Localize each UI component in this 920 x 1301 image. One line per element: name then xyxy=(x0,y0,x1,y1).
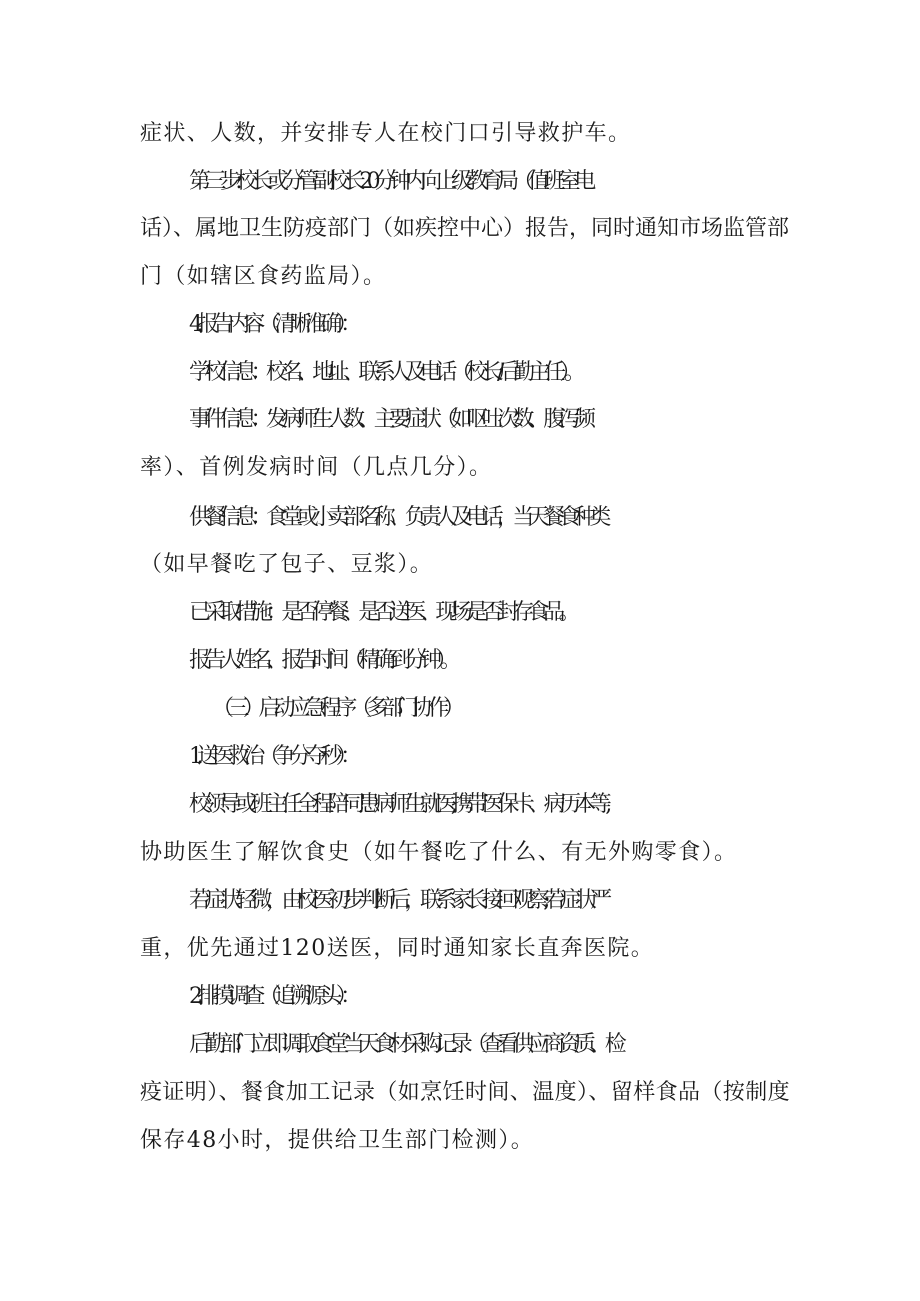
text-line-20: 后勤部门立即调取食堂当天食材采购记录（查看供应商资质、检 xyxy=(189,1032,621,1057)
text-line-11: 已采取措施：是否停餐、是否送医、现场是否封存食品。 xyxy=(189,600,575,625)
text-line-7: 事件信息：发病师生人数、主要症状（如呕吐次数、腹泻频 xyxy=(189,407,590,432)
text-line-6: 学校信息：校名、地址、联系人及电话（校长/后勤主任）。 xyxy=(189,360,580,385)
text-line-18: 重，优先通过120送医，同时通知家长直奔医院。 xyxy=(140,936,655,961)
text-line-15: 校领导或班主任全程陪同患病师生就医,携带医保卡、病历本等, xyxy=(189,792,606,817)
text-line-3: 话）、属地卫生防疫部门（如疾控中心）报告，同时通知市场监管部 xyxy=(140,216,790,241)
text-line-21: 疫证明）、餐食加工记录（如烹饪时间、温度）、留样食品（按制度 xyxy=(140,1080,791,1105)
text-line-17: 若症状轻微，由校医初步判断后，联系家长接回观察;若症状严 xyxy=(189,888,606,913)
text-line-4: 门（如辖区食药监局）。 xyxy=(140,264,387,289)
text-line-1: 症状、人数，并安排专人在校门口引导救护车。 xyxy=(140,121,632,146)
text-line-9: 供餐信息：食堂或小卖部名称、负责人及电话，当天餐食种类 xyxy=(189,505,605,530)
text-line-8: 率）、首例发病时间（几点几分）。 xyxy=(140,455,493,480)
section-heading-3: （三）启动应急程序（多部门协作） xyxy=(212,696,459,721)
section-heading-4: 4 .报告内容（清晰准确）： xyxy=(189,312,356,337)
text-line-10: （如早餐吃了包子、豆浆）。 xyxy=(140,552,434,577)
text-line-16: 协助医生了解饮食史（如午餐吃了什么、有无外购零食）。 xyxy=(140,840,738,865)
section-heading-2: 2 .排摸调查（追溯源头）： xyxy=(189,984,356,1009)
text-line-2: 第三步:校长或分管副校长20分钟内向上级教育局（值班室电 xyxy=(189,169,590,194)
section-heading-1: 1 .送医救治（争分夺秒）： xyxy=(189,744,356,769)
text-line-22: 保存48小时，提供给卫生部门检测）。 xyxy=(140,1128,535,1153)
text-line-12: 报告人姓名、报告时间（精确到分钟）。 xyxy=(189,648,456,673)
